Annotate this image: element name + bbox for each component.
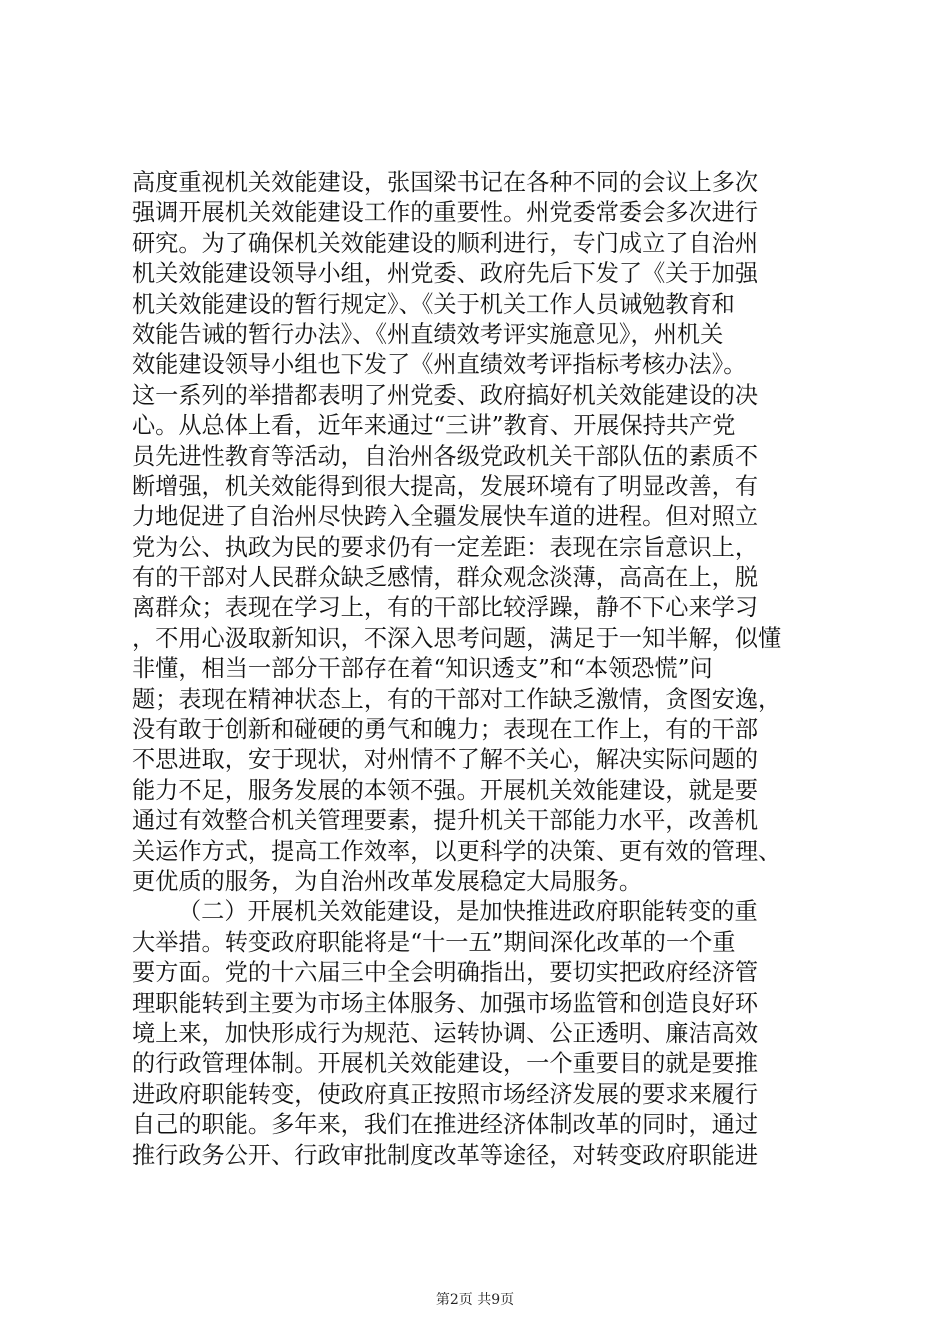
text-line: 效能告诫的暂行办法》、《州直绩效考评实施意见》，州机关 — [132, 320, 724, 348]
text-line: 机关效能建设的暂行规定》、《关于机关工作人员诫勉教育和 — [132, 290, 735, 318]
text-line: 理职能转到主要为市场主体服务、加强市场监管和创造良好环 — [132, 989, 759, 1017]
text-line: 能力不足，服务发展的本领不强。开展机关效能建设，就是要 — [132, 776, 759, 804]
text-line: 通过有效整合机关管理要素，提升机关干部能力水平，改善机 — [132, 807, 759, 835]
text-line: ，不用心汲取新知识，不深入思考问题，满足于一知半解，似懂 — [132, 624, 782, 652]
text-line: 不思进取，安于现状，对州情不了解不关心，解决实际问题的 — [132, 746, 759, 774]
page-footer: 第2页 共9页 — [435, 1292, 515, 1308]
text-line: 要方面。党的十六届三中全会明确指出，要切实把政府经济管 — [132, 959, 759, 987]
text-line: 的行政管理体制。开展机关效能建设，一个重要目的就是要推 — [132, 1050, 759, 1078]
text-line: 断增强，机关效能得到很大提高，发展环境有了明显改善，有 — [132, 472, 759, 500]
text-line: 境上来，加快形成行为规范、运转协调、公正透明、廉洁高效 — [132, 1019, 759, 1047]
text-line: 大举措。转变政府职能将是“十一五”期间深化改革的一个重 — [132, 928, 736, 956]
text-line: 离群众；表现在学习上，有的干部比较浮躁，静不下心来学习 — [132, 594, 759, 622]
text-line: 机关效能建设领导小组，州党委、政府先后下发了《关于加强 — [132, 260, 759, 288]
text-line: 高度重视机关效能建设，张国梁书记在各种不同的会议上多次 — [132, 169, 759, 196]
text-line: 效能建设领导小组也下发了《州直绩效考评指标考核办法》。 — [132, 351, 747, 379]
text-line: 党为公、执政为民的要求仍有一定差距：表现在宗旨意识上， — [132, 533, 759, 561]
text-line: 没有敢于创新和碰硬的勇气和魄力；表现在工作上，有的干部 — [132, 716, 759, 744]
body-text — [132, 168, 832, 1171]
text-line: 题；表现在精神状态上，有的干部对工作缺乏激情，贪图安逸， — [132, 685, 782, 713]
text-line: （二）开展机关效能建设，是加快推进政府职能转变的重 — [178, 898, 758, 926]
text-line: 强调开展机关效能建设工作的重要性。州党委常委会多次进行 — [132, 199, 759, 227]
text-line: 有的干部对人民群众缺乏感情，群众观念淡薄，高高在上，脱 — [132, 564, 759, 592]
text-line: 自己的职能。多年来，我们在推进经济体制改革的同时，通过 — [132, 1111, 759, 1139]
text-line: 更优质的服务，为自治州改革发展稳定大局服务。 — [132, 867, 643, 895]
text-line: 员先进性教育等活动，自治州各级党政机关干部队伍的素质不 — [132, 442, 759, 470]
text-line: 关运作方式，提高工作效率，以更科学的决策、更有效的管理、 — [132, 837, 782, 865]
text-line: 心。从总体上看，近年来通过“三讲”教育、开展保持共产党 — [132, 412, 736, 440]
text-line: 这一系列的举措都表明了州党委、政府搞好机关效能建设的决 — [132, 381, 759, 409]
text-line: 非懂，相当一部分干部存在着“知识透支”和“本领恐慌”问 — [132, 655, 713, 683]
text-line: 力地促进了自治州尽快跨入全疆发展快车道的进程。但对照立 — [132, 503, 759, 531]
text-line: 推行政务公开、行政审批制度改革等途径，对转变政府职能进 — [132, 1141, 759, 1169]
text-line: 进政府职能转变，使政府真正按照市场经济发展的要求来履行 — [132, 1080, 759, 1108]
text-line: 研究。为了确保机关效能建设的顺利进行，专门成立了自治州 — [132, 229, 759, 257]
